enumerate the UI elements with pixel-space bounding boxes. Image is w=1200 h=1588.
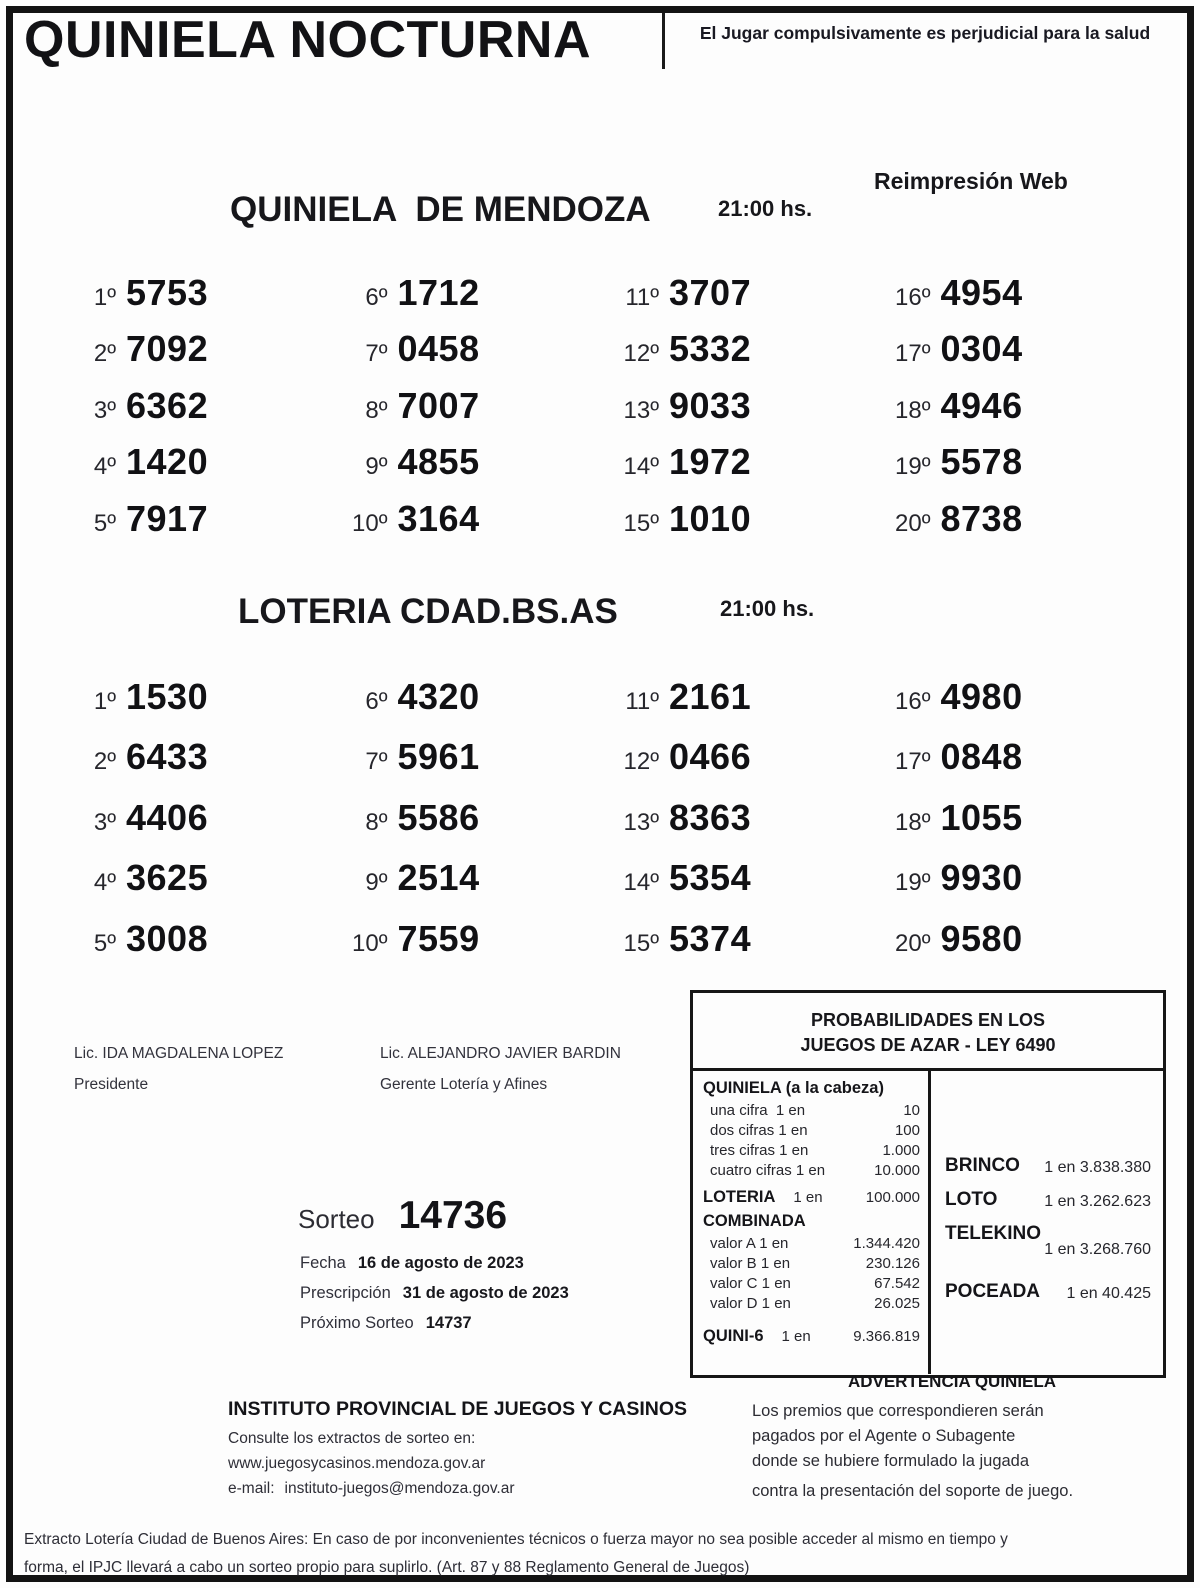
result-rank: 2º [93, 340, 116, 368]
result-rank: 11º [625, 284, 659, 311]
footer-line: forma, el IPJC llevará a cabo un sorteo propio para suplirlo. (Art. 87 y 88 Reglamento General de Juegos) [24, 1559, 750, 1576]
result-cell [603, 857, 875, 917]
probabilities-box [690, 990, 1166, 1378]
institute-consult-line: Consulte los extractos de sorteo en: [228, 1430, 476, 1447]
result-cell [603, 385, 875, 441]
result-rank: 7º [365, 748, 388, 776]
probabilities-left-column [693, 1071, 931, 1374]
loto-row [945, 1189, 1151, 1211]
result-number: 3707 [669, 272, 752, 313]
result-cell [875, 676, 1147, 736]
result-number: 7917 [126, 497, 209, 539]
advertencia-line: contra la presentación del soporte de juego. [752, 1482, 1074, 1500]
result-number: 0304 [940, 328, 1023, 370]
result-rank: 15º [623, 509, 659, 537]
results-grid-mendoza [60, 272, 1146, 554]
result-number: 5961 [397, 736, 480, 778]
prob-row [703, 1101, 920, 1121]
probabilities-title [693, 993, 1163, 1071]
result-number: 6433 [126, 736, 209, 778]
result-rank: 10º [352, 509, 388, 537]
advertencia-block [742, 1372, 1162, 1504]
result-number: 6362 [126, 384, 209, 426]
result-rank: 18º [895, 808, 931, 836]
result-number: 1530 [126, 676, 209, 717]
prob-row-label: valor D 1 en [710, 1295, 791, 1312]
loto-label: LOTO [945, 1189, 998, 1210]
result-rank: 20º [895, 929, 931, 957]
result-rank: 4º [93, 453, 116, 481]
footer-line: Extracto Lotería Ciudad de Buenos Aires: En caso de por inconvenientes técnicos o fuerza mayor no sea posible acceder al mismo en tiempo y [24, 1531, 1008, 1548]
quiniela-heading: QUINIELA (a la cabeza) [703, 1079, 884, 1097]
result-number: 5354 [669, 857, 752, 899]
result-rank: 16º [895, 688, 931, 715]
result-cell [60, 385, 332, 441]
prescripcion-value: 31 de agosto de 2023 [402, 1284, 569, 1302]
result-rank: 1º [93, 284, 116, 311]
prob-row-value: 1.000 [882, 1142, 920, 1159]
health-warning: El Jugar compulsivamente es perjudicial para la salud [662, 13, 1185, 69]
result-rank: 3º [93, 808, 116, 836]
result-number: 0458 [397, 328, 480, 370]
quini6-label: QUINI-6 [703, 1327, 764, 1345]
proximo-sorteo-row [300, 1308, 569, 1338]
result-cell [332, 272, 604, 328]
quini6-value: 9.366.819 [853, 1328, 920, 1345]
prob-row-value: 10 [903, 1102, 920, 1119]
prob-row-label: valor A 1 en [710, 1235, 789, 1252]
result-cell [60, 498, 332, 554]
draw-time-mendoza: 21:00 hs. [718, 196, 813, 221]
result-number: 0848 [940, 736, 1023, 778]
result-number: 3164 [397, 497, 480, 539]
brinco-row [945, 1155, 1151, 1177]
prescripcion-row [300, 1278, 569, 1308]
result-cell [60, 918, 332, 978]
brinco-odds: 1 en 3.838.380 [1044, 1159, 1151, 1176]
result-cell [60, 441, 332, 497]
probabilities-title-line2: JUEGOS DE AZAR - LEY 6490 [800, 1035, 1056, 1055]
result-cell [603, 676, 875, 736]
prob-row [703, 1161, 920, 1181]
result-cell [60, 736, 332, 796]
prob-row [703, 1294, 920, 1314]
institute-name: INSTITUTO PROVINCIAL DE JUEGOS Y CASINOS [228, 1398, 688, 1420]
institute-email-line [228, 1476, 687, 1501]
signature-name: Lic. IDA MAGDALENA LOPEZ [74, 1045, 284, 1062]
brinco-label: BRINCO [945, 1155, 1020, 1176]
result-number: 5332 [669, 328, 752, 370]
result-cell [332, 328, 604, 384]
result-number: 5753 [126, 272, 209, 313]
institute-website: www.juegosycasinos.mendoza.gov.ar [228, 1455, 486, 1472]
page-title: QUINIELA NOCTURNA [24, 11, 591, 69]
prob-row-value: 230.126 [865, 1255, 920, 1272]
result-cell [603, 441, 875, 497]
sorteo-number: 14736 [398, 1194, 508, 1237]
probabilities-right-column [931, 1071, 1163, 1374]
reprint-label: Reimpresión Web [874, 168, 1068, 194]
footer-note [24, 1526, 1174, 1582]
poceada-row [945, 1281, 1151, 1303]
result-number: 4406 [126, 796, 209, 838]
result-cell [603, 918, 875, 978]
result-rank: 14º [623, 453, 659, 481]
advertencia-line: Los premios que correspondieren serán [752, 1402, 1044, 1420]
institute-block [228, 1398, 687, 1501]
signature-manager [380, 1038, 621, 1100]
result-rank: 8º [365, 808, 388, 836]
result-number: 3625 [126, 857, 209, 899]
result-number: 9033 [669, 384, 752, 426]
poceada-odds: 1 en 40.425 [1066, 1285, 1151, 1302]
draw-title-bsas: LOTERIA CDAD.BS.AS [238, 592, 618, 631]
result-rank: 10º [352, 929, 388, 957]
prob-row-label: valor C 1 en [710, 1275, 791, 1292]
result-cell [875, 441, 1147, 497]
result-number: 1420 [126, 441, 209, 483]
result-cell [603, 797, 875, 857]
prob-row-value: 100 [894, 1122, 920, 1139]
sorteo-label: Sorteo [298, 1204, 375, 1234]
result-cell [60, 676, 332, 736]
result-rank: 7º [365, 340, 388, 368]
quini6-mid: 1 en [781, 1328, 811, 1345]
result-cell [875, 272, 1147, 328]
result-rank: 12º [623, 748, 659, 776]
result-cell [603, 736, 875, 796]
result-cell [332, 857, 604, 917]
signature-role: Gerente Lotería y Afines [380, 1076, 548, 1093]
telekino-label: TELEKINO [945, 1223, 1042, 1244]
result-cell [332, 918, 604, 978]
result-number: 8363 [669, 796, 752, 838]
prescripcion-label: Prescripción [300, 1284, 391, 1302]
quini6-row [703, 1326, 920, 1347]
result-cell [60, 328, 332, 384]
result-number: 7559 [397, 917, 480, 959]
result-rank: 14º [623, 869, 659, 897]
result-rank: 15º [623, 929, 659, 957]
result-cell [332, 736, 604, 796]
result-rank: 9º [365, 453, 388, 481]
prob-row-label: valor B 1 en [710, 1255, 791, 1272]
result-rank: 5º [93, 929, 116, 957]
result-cell [60, 272, 332, 328]
result-number: 5586 [397, 796, 480, 838]
email-value: instituto-juegos@mendoza.gov.ar [284, 1480, 515, 1497]
prob-row-value: 26.025 [874, 1295, 920, 1312]
proximo-sorteo-value: 14737 [425, 1314, 472, 1332]
prob-row [703, 1121, 920, 1141]
result-rank: 11º [625, 688, 659, 715]
fecha-row [300, 1248, 569, 1278]
telekino-odds: 1 en 3.268.760 [1044, 1241, 1151, 1258]
result-rank: 17º [895, 748, 931, 776]
draw-meta [300, 1248, 569, 1338]
draw-number-row [298, 1194, 507, 1238]
prob-row [703, 1234, 920, 1254]
prob-row [703, 1254, 920, 1274]
result-cell [875, 385, 1147, 441]
result-cell [603, 328, 875, 384]
result-rank: 6º [365, 688, 388, 715]
result-cell [875, 857, 1147, 917]
prob-row-label: cuatro cifras 1 en [710, 1162, 826, 1179]
combinada-heading: COMBINADA [703, 1212, 806, 1230]
result-number: 2514 [397, 857, 480, 899]
result-number: 9930 [940, 857, 1023, 899]
prob-row-label: una cifra 1 en [710, 1102, 806, 1119]
advertencia-line: donde se hubiere formulado la jugada [752, 1452, 1030, 1470]
result-number: 8738 [940, 497, 1023, 539]
result-number: 0466 [669, 736, 752, 778]
fecha-value: 16 de agosto de 2023 [357, 1254, 524, 1272]
result-rank: 19º [895, 453, 931, 481]
result-rank: 3º [93, 396, 116, 424]
advertencia-line: pagados por el Agente o Subagente [752, 1427, 1016, 1445]
result-cell [332, 385, 604, 441]
prob-row-label: dos cifras 1 en [710, 1122, 808, 1139]
prob-row-value: 67.542 [874, 1275, 920, 1292]
result-number: 4855 [397, 441, 480, 483]
result-cell [332, 441, 604, 497]
result-rank: 19º [895, 869, 931, 897]
prob-row-value: 1.344.420 [853, 1235, 920, 1252]
result-rank: 13º [623, 808, 659, 836]
result-rank: 1º [93, 688, 116, 715]
result-rank: 2º [93, 748, 116, 776]
loteria-label: LOTERIA [703, 1188, 776, 1206]
fecha-label: Fecha [300, 1254, 346, 1272]
result-number: 3008 [126, 917, 209, 959]
prob-row [703, 1274, 920, 1294]
result-cell [875, 328, 1147, 384]
result-cell [875, 797, 1147, 857]
result-number: 4980 [940, 676, 1023, 717]
result-rank: 18º [895, 396, 931, 424]
proximo-sorteo-label: Próximo Sorteo [300, 1314, 414, 1332]
result-rank: 17º [895, 340, 931, 368]
result-number: 1972 [669, 441, 752, 483]
email-label: e-mail: [228, 1480, 275, 1497]
result-number: 4946 [940, 384, 1023, 426]
result-rank: 5º [93, 509, 116, 537]
signature-name: Lic. ALEJANDRO JAVIER BARDIN [380, 1045, 621, 1062]
result-number: 1010 [669, 497, 752, 539]
result-rank: 12º [623, 340, 659, 368]
result-number: 2161 [669, 676, 752, 717]
result-number: 4320 [397, 676, 480, 717]
result-rank: 16º [895, 284, 931, 311]
result-number: 7092 [126, 328, 209, 370]
result-number: 4954 [940, 272, 1023, 313]
prob-row [703, 1141, 920, 1161]
probabilities-body [693, 1071, 1163, 1374]
result-rank: 9º [365, 869, 388, 897]
result-cell [332, 797, 604, 857]
result-number: 1055 [940, 796, 1023, 838]
loto-odds: 1 en 3.262.623 [1044, 1193, 1151, 1210]
result-cell [60, 797, 332, 857]
result-number: 5374 [669, 917, 752, 959]
result-number: 5578 [940, 441, 1023, 483]
result-cell [332, 498, 604, 554]
result-cell [603, 498, 875, 554]
result-rank: 4º [93, 869, 116, 897]
result-rank: 8º [365, 396, 388, 424]
result-cell [875, 498, 1147, 554]
probabilities-title-line1: PROBABILIDADES EN LOS [810, 1010, 1046, 1030]
result-rank: 13º [623, 396, 659, 424]
prob-row-value: 10.000 [874, 1162, 920, 1179]
prob-row-label: tres cifras 1 en [710, 1142, 809, 1159]
result-cell [875, 736, 1147, 796]
poceada-label: POCEADA [945, 1281, 1041, 1302]
loteria-row [703, 1187, 920, 1208]
result-rank: 20º [895, 509, 931, 537]
result-number: 9580 [940, 917, 1023, 959]
result-cell [332, 676, 604, 736]
advertencia-title: ADVERTENCIA QUINIELA [847, 1372, 1057, 1391]
loteria-value: 100.000 [865, 1189, 920, 1206]
result-cell [875, 918, 1147, 978]
draw-title-mendoza: QUINIELA DE MENDOZA [230, 190, 651, 229]
result-number: 1712 [397, 272, 480, 313]
signature-president [74, 1038, 283, 1100]
result-cell [603, 272, 875, 328]
draw-time-bsas: 21:00 hs. [720, 596, 815, 621]
result-cell [60, 857, 332, 917]
loteria-mid: 1 en [793, 1189, 823, 1206]
results-grid-bsas [60, 676, 1146, 978]
result-number: 7007 [397, 384, 480, 426]
signature-role: Presidente [74, 1076, 149, 1093]
result-rank: 6º [365, 284, 388, 311]
